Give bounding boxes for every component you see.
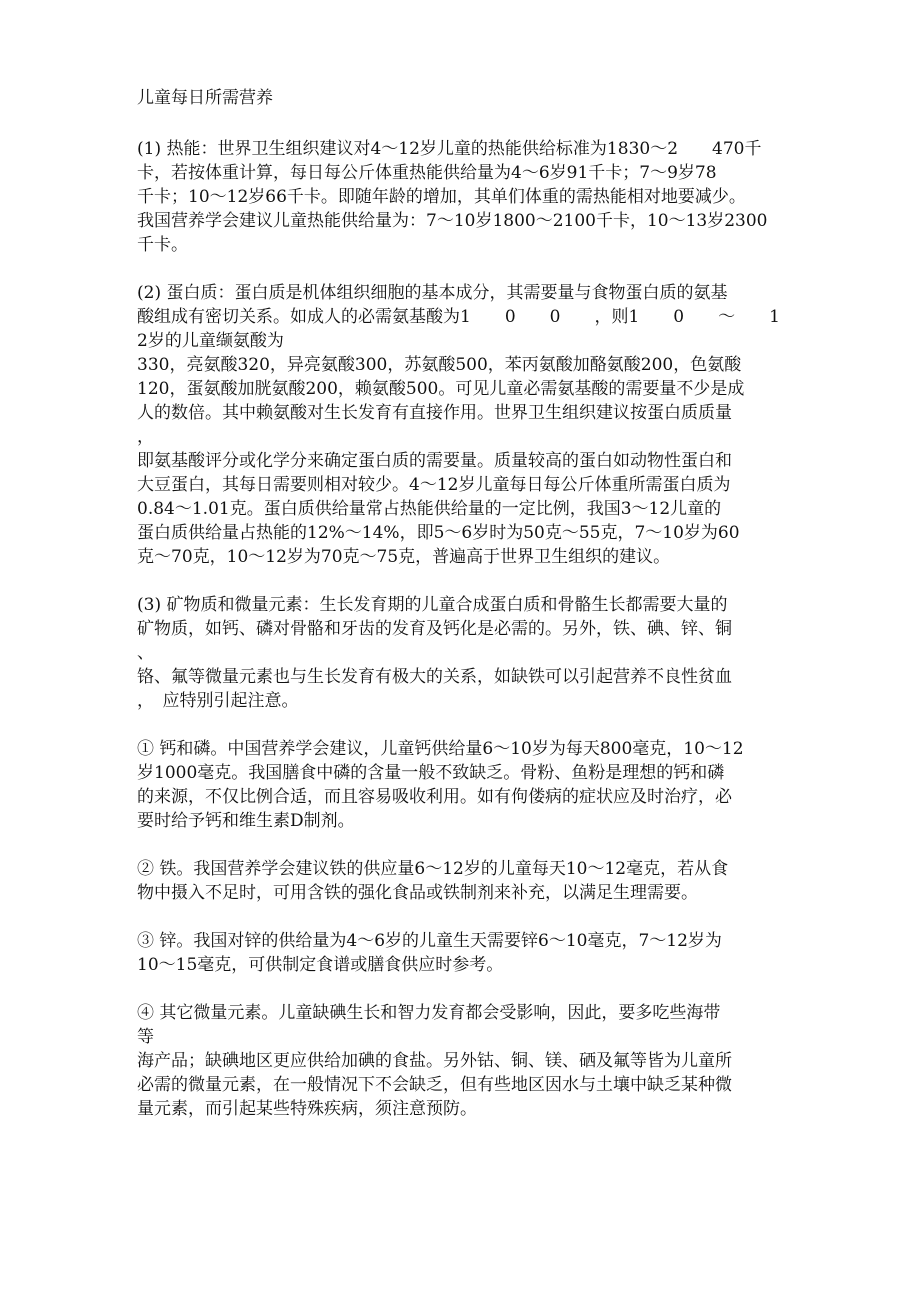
text-line: 、	[137, 643, 154, 663]
text-line: ④ 其它微量元素。儿童缺碘生长和智力发育都会受影响，因此，要多吃些海带	[137, 1003, 721, 1023]
paragraph	[137, 737, 797, 833]
text-line: 卡，若按体重计算，每日每公斤体重热能供给量为4～6岁91千卡；7～9岁78	[137, 163, 717, 183]
text-line: 10～15毫克，可供制定食谱或膳食供应时参考。	[137, 955, 504, 975]
text-line: 2岁的儿童缬氨酸为	[137, 331, 284, 351]
paragraph	[137, 857, 797, 905]
text-line: 千卡；10～12岁66千卡。即随年龄的增加，其单们体重的需热能相对地要减少。	[137, 187, 746, 207]
paragraph	[137, 593, 797, 713]
text-line: 千卡。	[137, 235, 188, 255]
paragraph	[137, 929, 797, 977]
text-line: 330，亮氨酸320，异亮氨酸300，苏氨酸500，苯丙氨酸加酪氨酸200，色氨酸	[137, 355, 742, 375]
text-line: 海产品；缺碘地区更应供给加碘的食盐。另外钴、铜、镁、硒及氟等皆为儿童所	[137, 1051, 732, 1071]
document-title: 儿童每日所需营养	[137, 88, 273, 108]
text-line: 铬、氟等微量元素也与生长发育有极大的关系，如缺铁可以引起营养不良性贫血	[137, 667, 732, 687]
text-line: 的来源，不仅比例合适，而且容易吸收利用。如有佝偻病的症状应及时治疗，必	[137, 787, 732, 807]
text-line: 蛋白质供给量占热能的12%～14%，即5～6岁时为50克～55克，7～10岁为60	[137, 523, 740, 543]
text-line: 酸组成有密切关系。如成人的必需氨基酸为1 0 0 ，则1 0 ～ 1	[137, 307, 780, 327]
document-body	[137, 86, 797, 1145]
text-line: 大豆蛋白，其每日需要则相对较少。4～12岁儿童每日每公斤体重所需蛋白质为	[137, 475, 731, 495]
text-line: ② 铁。我国营养学会建议铁的供应量6～12岁的儿童每天10～12毫克，若从食	[137, 859, 729, 879]
text-line: 矿物质，如钙、磷对骨骼和牙齿的发育及钙化是必需的。另外，铁、碘、锌、铜	[137, 619, 732, 639]
text-line: ③ 锌。我国对锌的供给量为4～6岁的儿童生天需要锌6～10毫克，7～12岁为	[137, 931, 722, 951]
text-line: 即氨基酸评分或化学分来确定蛋白质的需要量。质量较高的蛋白如动物性蛋白和	[137, 451, 732, 471]
paragraph	[137, 1001, 797, 1121]
text-line: 我国营养学会建议儿童热能供给量为：7～10岁1800～2100千卡，10～13岁2300	[137, 211, 768, 231]
text-line: ① 钙和磷。中国营养学会建议，儿童钙供给量6～10岁为每天800毫克，10～12	[137, 739, 744, 759]
text-line: 120，蛋氨酸加胱氨酸200，赖氨酸500。可见儿童必需氨基酸的需要量不少是成	[137, 379, 745, 399]
text-line: ，	[137, 427, 154, 447]
text-line: 等	[137, 1027, 154, 1047]
text-line: (1) 热能：世界卫生组织建议对4～12岁儿童的热能供给标准为1830～2 470千	[137, 139, 762, 159]
text-line: (2) 蛋白质：蛋白质是机体组织细胞的基本成分，其需要量与食物蛋白质的氨基	[137, 283, 728, 303]
text-line: ， 应特别引起注意。	[137, 691, 299, 711]
text-line: 0.84～1.01克。蛋白质供给量常占热能供给量的一定比例，我国3～12儿童的	[137, 499, 722, 519]
text-line: 要时给予钙和维生素D制剂。	[137, 811, 355, 831]
text-line: 量元素，而引起某些特殊疾病，须注意预防。	[137, 1099, 477, 1119]
paragraph	[137, 137, 797, 257]
text-line: 岁1000毫克。我国膳食中磷的含量一般不致缺乏。骨粉、鱼粉是理想的钙和磷	[137, 763, 725, 783]
text-line: 人的数倍。其中赖氨酸对生长发育有直接作用。世界卫生组织建议按蛋白质质量	[137, 403, 732, 423]
text-line: (3) 矿物质和微量元素：生长发育期的儿童合成蛋白质和骨骼生长都需要大量的	[137, 595, 728, 615]
text-line: 克～70克，10～12岁为70克～75克，普遍高于世界卫生组织的建议。	[137, 547, 671, 567]
text-line: 物中摄入不足时，可用含铁的强化食品或铁制剂来补充，以满足生理需要。	[137, 883, 698, 903]
text-line: 必需的微量元素，在一般情况下不会缺乏，但有些地区因水与土壤中缺乏某种微	[137, 1075, 732, 1095]
paragraph	[137, 281, 797, 569]
